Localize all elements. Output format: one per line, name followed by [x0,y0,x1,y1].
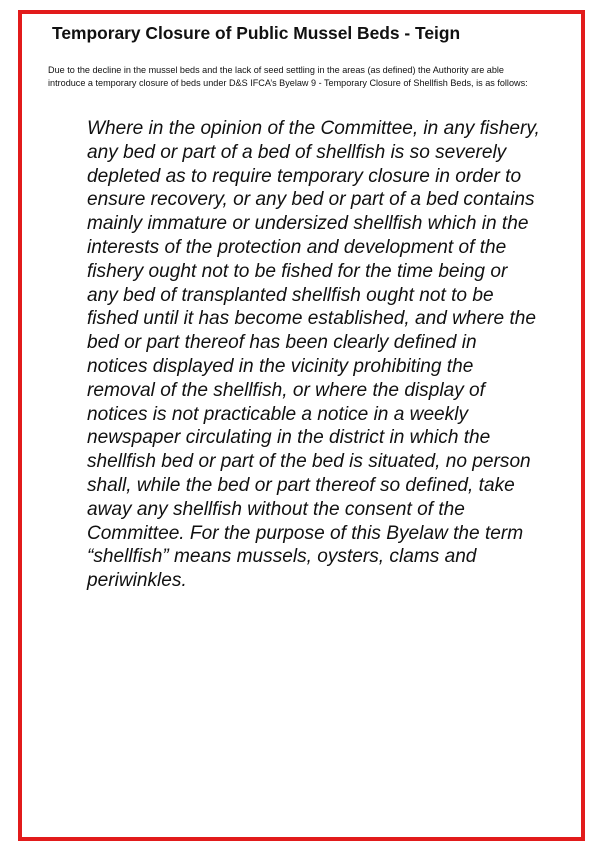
byelaw-quote: Where in the opinion of the Committee, in any fishery, any bed or part of a bed of shellfish is so severely depleted as to require temporary closure in order to ensure recovery, or any bed or part of a bed contains mainly immature or undersized shellfish which in the interests of the protection and development of the fishery ought not to be fished for the time being or any bed of transplanted shellfish ought not to be fished until it has become established, and where the bed or part thereof has been clearly defined in notices displayed in the vicinity prohibiting the removal of the shellfish, or where the display of notices is not practicable a notice in a weekly newspaper circulating in the district in which the shellfish bed or part of the bed is situated, no person shall, while the bed or part thereof so defined, take away any shellfish without the consent of the Committee. For the purpose of this Byelaw the term “shellfish” means mussels, oysters, clams and periwinkles. [87,118,540,592]
intro-paragraph: Due to the decline in the mussel beds and the lack of seed settling in the areas (as defined) the Authority are able introduce a temporary closure of beds under D&S IFCA’s Byelaw 9 - Temporary Closure of Shellfish Beds, is as follows: [48,65,528,88]
document-title: Temporary Closure of Public Mussel Beds - Teign [52,23,461,43]
